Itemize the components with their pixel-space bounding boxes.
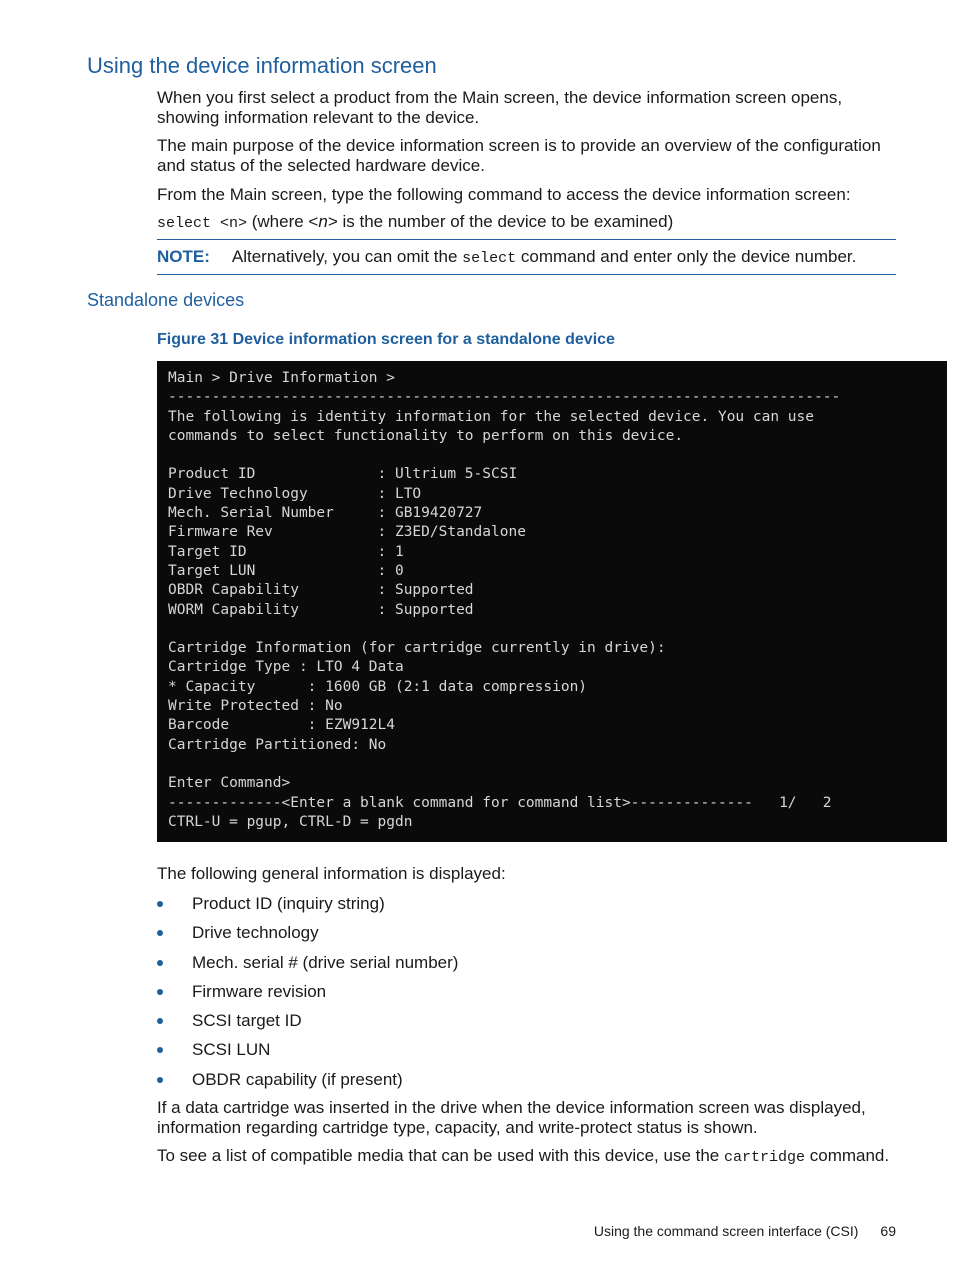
bullet-dot-icon	[157, 1018, 163, 1024]
page-footer	[594, 1223, 896, 1239]
bullet-item	[157, 953, 899, 982]
intro-paragraph-1	[157, 88, 899, 128]
bullet-item	[157, 894, 899, 923]
paragraph-text: When you first select a product from the Main screen, the device information screen opens, showing information relevant to the device.	[157, 88, 843, 127]
terminal-screenshot	[157, 361, 947, 842]
command-desc-n: n	[318, 212, 328, 231]
media-text-part1: To see a list of compatible media that can be used with this device, use the	[157, 1146, 724, 1165]
bullet-dot-icon	[157, 1077, 163, 1083]
note-box	[157, 239, 896, 275]
section-heading: Using the device information screen	[87, 53, 437, 78]
bullet-item	[157, 982, 899, 1011]
bullet-dot-icon	[157, 960, 163, 966]
bullet-dot-icon	[157, 989, 163, 995]
bullet-text: Mech. serial # (drive serial number)	[192, 952, 459, 972]
figure-caption: Figure 31 Device information screen for a standalone device	[157, 331, 615, 348]
paragraph-text: The following general information is displayed:	[157, 864, 506, 883]
bullet-item	[157, 923, 899, 952]
command-desc-part1: (where <	[247, 212, 319, 231]
paragraph-text: If a data cartridge was inserted in the drive when the device information screen was displayed, information regarding cartridge type, capacity, and write-protect status is shown.	[157, 1098, 866, 1137]
cartridge-paragraph	[157, 1098, 899, 1138]
bullet-dot-icon	[157, 901, 163, 907]
media-text-part2: command.	[805, 1146, 890, 1165]
paragraph-text: The main purpose of the device information screen is to provide an overview of the configuration and status of the selected hardware device.	[157, 136, 881, 175]
bullet-item	[157, 1011, 899, 1040]
bullet-text: SCSI target ID	[192, 1011, 302, 1031]
note-text-part1: Alternatively, you can omit the	[231, 247, 463, 266]
command-desc-part2: > is the number of the device to be examined)	[327, 212, 674, 231]
footer-section-title: Using the command screen interface (CSI)	[593, 1223, 859, 1239]
bullet-text: Product ID (inquiry string)	[192, 894, 385, 913]
command-syntax-line	[157, 212, 899, 234]
subsection-heading: Standalone devices	[87, 290, 245, 310]
bullet-text: OBDR capability (if present)	[192, 1069, 403, 1089]
bullet-text: SCSI LUN	[192, 1040, 271, 1060]
bullet-list	[157, 894, 899, 1099]
intro-paragraph-2	[157, 136, 899, 176]
page-number: 69	[880, 1223, 896, 1239]
note-text	[232, 247, 856, 267]
bullet-item	[157, 1070, 899, 1099]
bullet-text: Drive technology	[192, 923, 319, 943]
intro-paragraph-3	[157, 185, 899, 205]
info-bullet-list	[157, 894, 899, 1099]
note-label: NOTE:	[157, 247, 210, 266]
note-text-part2: command and enter only the device number.	[516, 247, 857, 266]
media-code: cartridge	[724, 1149, 806, 1166]
bullet-text: Firmware revision	[192, 981, 327, 1001]
note-code: select	[462, 250, 517, 267]
bullet-dot-icon	[157, 930, 163, 936]
media-paragraph	[157, 1146, 899, 1168]
bullet-item	[157, 1040, 899, 1069]
bullet-dot-icon	[157, 1047, 163, 1053]
command-code: select <n>	[157, 215, 248, 232]
general-info-intro	[157, 864, 899, 884]
paragraph-text: From the Main screen, type the following command to access the device information screen:	[157, 185, 851, 204]
terminal-text: Main > Drive Information > ----------------------------------------------------------------------------- The following is identity information for the selected device. You can use commands to select functionality to perform on this device. Product ID : Ultrium 5-SCSI Drive Technology : LTO Mech. Serial Number : GB19420727 Firmware Rev : Z3ED/Standalone Target ID : 1 Target LUN : 0 OBDR Capability : Supported WORM Capability : Supported Cartridge Information (for cartridge currently in drive): Cartridge Type : LTO 4 Data * Capacity : 1600 GB (2:1 data compression) Write Protected : No Barcode : EZW912L4 Cartridge Partitioned: No Enter Command> -------------<Enter a blank command for command list>-------------- 1/ 2 CTRL-U = pgup, CTRL-D = pgdn	[168, 370, 841, 830]
